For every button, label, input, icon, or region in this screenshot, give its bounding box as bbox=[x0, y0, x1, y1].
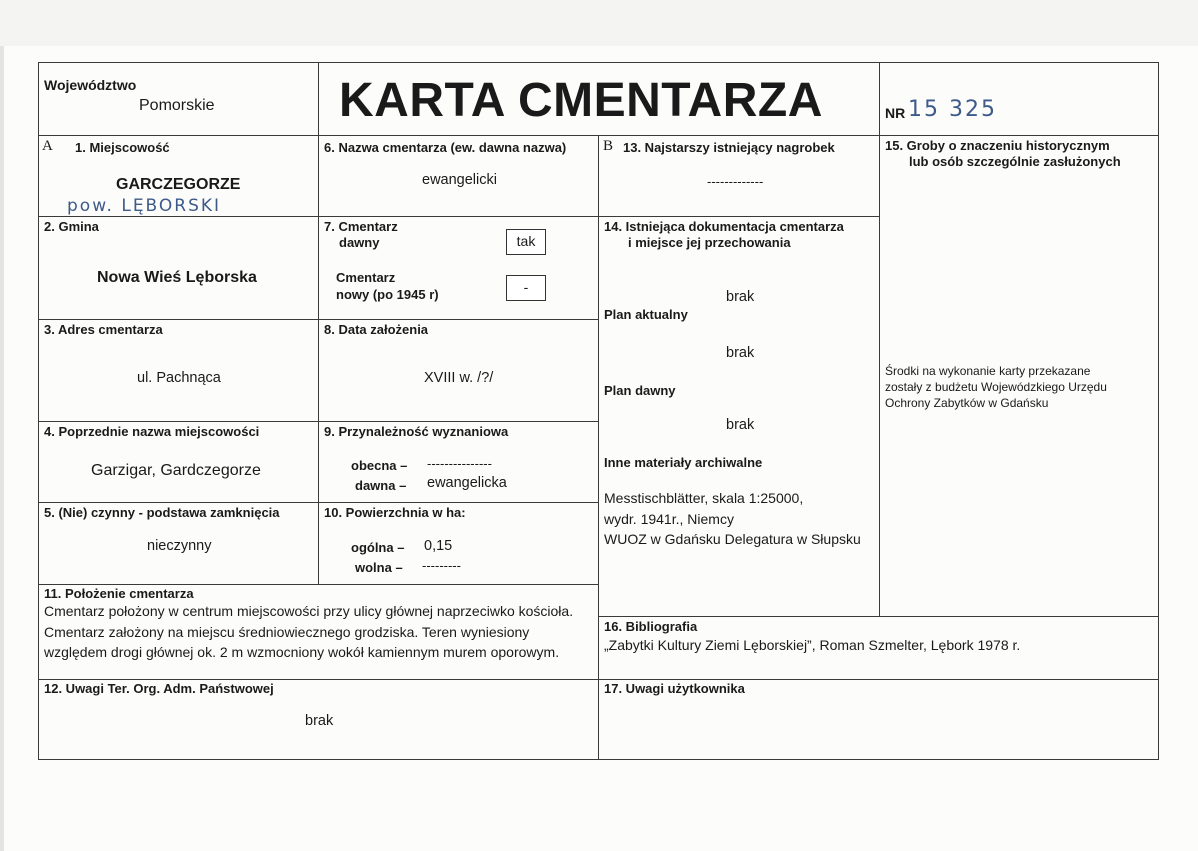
field-8-cell bbox=[318, 319, 599, 422]
field-15-cell bbox=[879, 135, 1159, 617]
field-7-dawny-label: dawny bbox=[339, 235, 380, 250]
field-11-line-1: Cmentarz położony w centrum miejscowości przy ulicy głównej naprzeciwko kościoła. bbox=[44, 603, 574, 619]
field-1-handwritten-note: pow. LĘBORSKI bbox=[67, 196, 222, 216]
card-title: KARTA CMENTARZA bbox=[339, 74, 823, 127]
field-12-value: brak bbox=[305, 713, 334, 729]
field-2-cell bbox=[38, 216, 319, 320]
region-label: Województwo bbox=[44, 77, 137, 93]
field-5-cell bbox=[38, 502, 319, 585]
field-16-label: 16. Bibliografia bbox=[604, 619, 698, 634]
field-6-label: 6. Nazwa cmentarza (ew. dawna nazwa) bbox=[324, 140, 567, 155]
field-15-sublabel: lub osób szczególnie zasłużonych bbox=[909, 154, 1121, 169]
field-14-label: 14. Istniejąca dokumentacja cmentarza bbox=[604, 219, 844, 234]
field-3-cell bbox=[38, 319, 319, 422]
field-6-cell bbox=[318, 135, 599, 217]
field-4-value: Garzigar, Gardczegorze bbox=[91, 462, 261, 479]
region-value: Pomorskie bbox=[139, 97, 215, 114]
inne-materialy-line-3: WUOZ w Gdańsku Delegatura w Słupsku bbox=[604, 531, 861, 547]
field-8-label: 8. Data założenia bbox=[324, 322, 429, 337]
field-10-wolna-label: wolna – bbox=[355, 560, 403, 575]
field-8-value: XVIII w. /?/ bbox=[424, 370, 494, 386]
field-4-cell bbox=[38, 421, 319, 503]
field-9-obecna-value: --------------- bbox=[427, 456, 492, 471]
plan-aktualny-label: Plan aktualny bbox=[604, 307, 688, 322]
field-9-obecna-label: obecna – bbox=[351, 458, 408, 473]
field-11-line-2: Cmentarz założony na miejscu średniowiecznego grodziska. Teren wyniesiony bbox=[44, 624, 530, 640]
field-14-value: brak bbox=[726, 289, 755, 305]
scan-top-margin bbox=[0, 0, 1198, 46]
field-1-value: GARCZEGORZE bbox=[116, 176, 241, 193]
field-13-cell bbox=[598, 135, 880, 217]
field-9-dawna-value: ewangelicka bbox=[427, 475, 507, 491]
field-1-label: 1. Miejscowość bbox=[75, 140, 170, 155]
field-10-label: 10. Powierzchnia w ha: bbox=[324, 505, 466, 520]
nr-label: NR bbox=[885, 105, 906, 121]
field-3-label: 3. Adres cmentarza bbox=[44, 322, 163, 337]
field-10-ogolna-label: ogólna – bbox=[351, 540, 405, 555]
section-a-marker: A bbox=[42, 138, 53, 154]
field-7-label: 7. Cmentarz bbox=[324, 219, 398, 234]
inne-materialy-label: Inne materiały archiwalne bbox=[604, 455, 763, 470]
field-10-ogolna-value: 0,15 bbox=[424, 538, 453, 554]
field-17-label: 17. Uwagi użytkownika bbox=[604, 681, 745, 696]
field-7-nowy-box: - bbox=[506, 275, 546, 301]
field-9-cell bbox=[318, 421, 599, 503]
field-10-cell bbox=[318, 502, 599, 585]
field-5-label: 5. (Nie) czynny - podstawa zamknięcia bbox=[44, 505, 280, 520]
inne-materialy-line-1: Messtischblätter, skala 1:25000, bbox=[604, 490, 804, 506]
field-5-value: nieczynny bbox=[147, 538, 212, 554]
field-12-cell bbox=[38, 679, 599, 760]
field-14-sublabel: i miejsce jej przechowania bbox=[628, 235, 791, 250]
field-16-value: „Zabytki Kultury Ziemi Lęborskiej”, Roman Szmelter, Lębork 1978 r. bbox=[604, 637, 1021, 653]
nr-value: 15 325 bbox=[908, 97, 997, 122]
field-11-label: 11. Położenie cmentarza bbox=[44, 586, 194, 601]
field-13-value: ------------- bbox=[707, 174, 764, 189]
section-b-marker: B bbox=[603, 138, 614, 154]
field-11-cell bbox=[38, 584, 599, 680]
field-2-value: Nowa Wieś Lęborska bbox=[97, 269, 257, 286]
field-7-nowy-sublabel: nowy (po 1945 r) bbox=[336, 287, 439, 302]
field-14-cell bbox=[598, 216, 880, 617]
plan-dawny-label: Plan dawny bbox=[604, 383, 676, 398]
nr-cell bbox=[879, 62, 1159, 136]
title-cell bbox=[318, 62, 880, 136]
field-1-cell bbox=[38, 135, 319, 217]
field-7-dawny-box: tak bbox=[506, 229, 546, 255]
inne-materialy-line-2: wydr. 1941r., Niemcy bbox=[604, 511, 734, 527]
field-16-cell bbox=[598, 616, 1159, 680]
field-10-wolna-value: --------- bbox=[422, 558, 461, 573]
field-6-value: ewangelicki bbox=[422, 172, 497, 188]
plan-aktualny-value: brak bbox=[726, 345, 755, 361]
field-2-label: 2. Gmina bbox=[44, 219, 99, 234]
field-9-dawna-label: dawna – bbox=[355, 478, 407, 493]
field-3-value: ul. Pachnąca bbox=[137, 370, 221, 386]
field-7-nowy-label: Cmentarz bbox=[336, 270, 396, 285]
region-cell bbox=[38, 62, 319, 136]
field-7-cell bbox=[318, 216, 599, 320]
plan-dawny-value: brak bbox=[726, 417, 755, 433]
field-11-line-3: względem drogi głównej ok. 2 m wzmocniony wokół kamiennym murem oporowym. bbox=[44, 644, 560, 660]
field-15-label: 15. Groby o znaczeniu historycznym bbox=[885, 138, 1110, 153]
field-9-label: 9. Przynależność wyznaniowa bbox=[324, 424, 509, 439]
field-17-cell bbox=[598, 679, 1159, 760]
field-4-label: 4. Poprzednie nazwa miejscowości bbox=[44, 424, 260, 439]
field-15-funding-note: Środki na wykonanie karty przekazane zostały z budżetu Wojewódzkiego Urzędu Ochrony Zabytków w Gdańsku bbox=[885, 364, 1107, 410]
field-12-label: 12. Uwagi Ter. Org. Adm. Państwowej bbox=[44, 681, 274, 696]
field-13-label: 13. Najstarszy istniejący nagrobek bbox=[623, 140, 835, 155]
